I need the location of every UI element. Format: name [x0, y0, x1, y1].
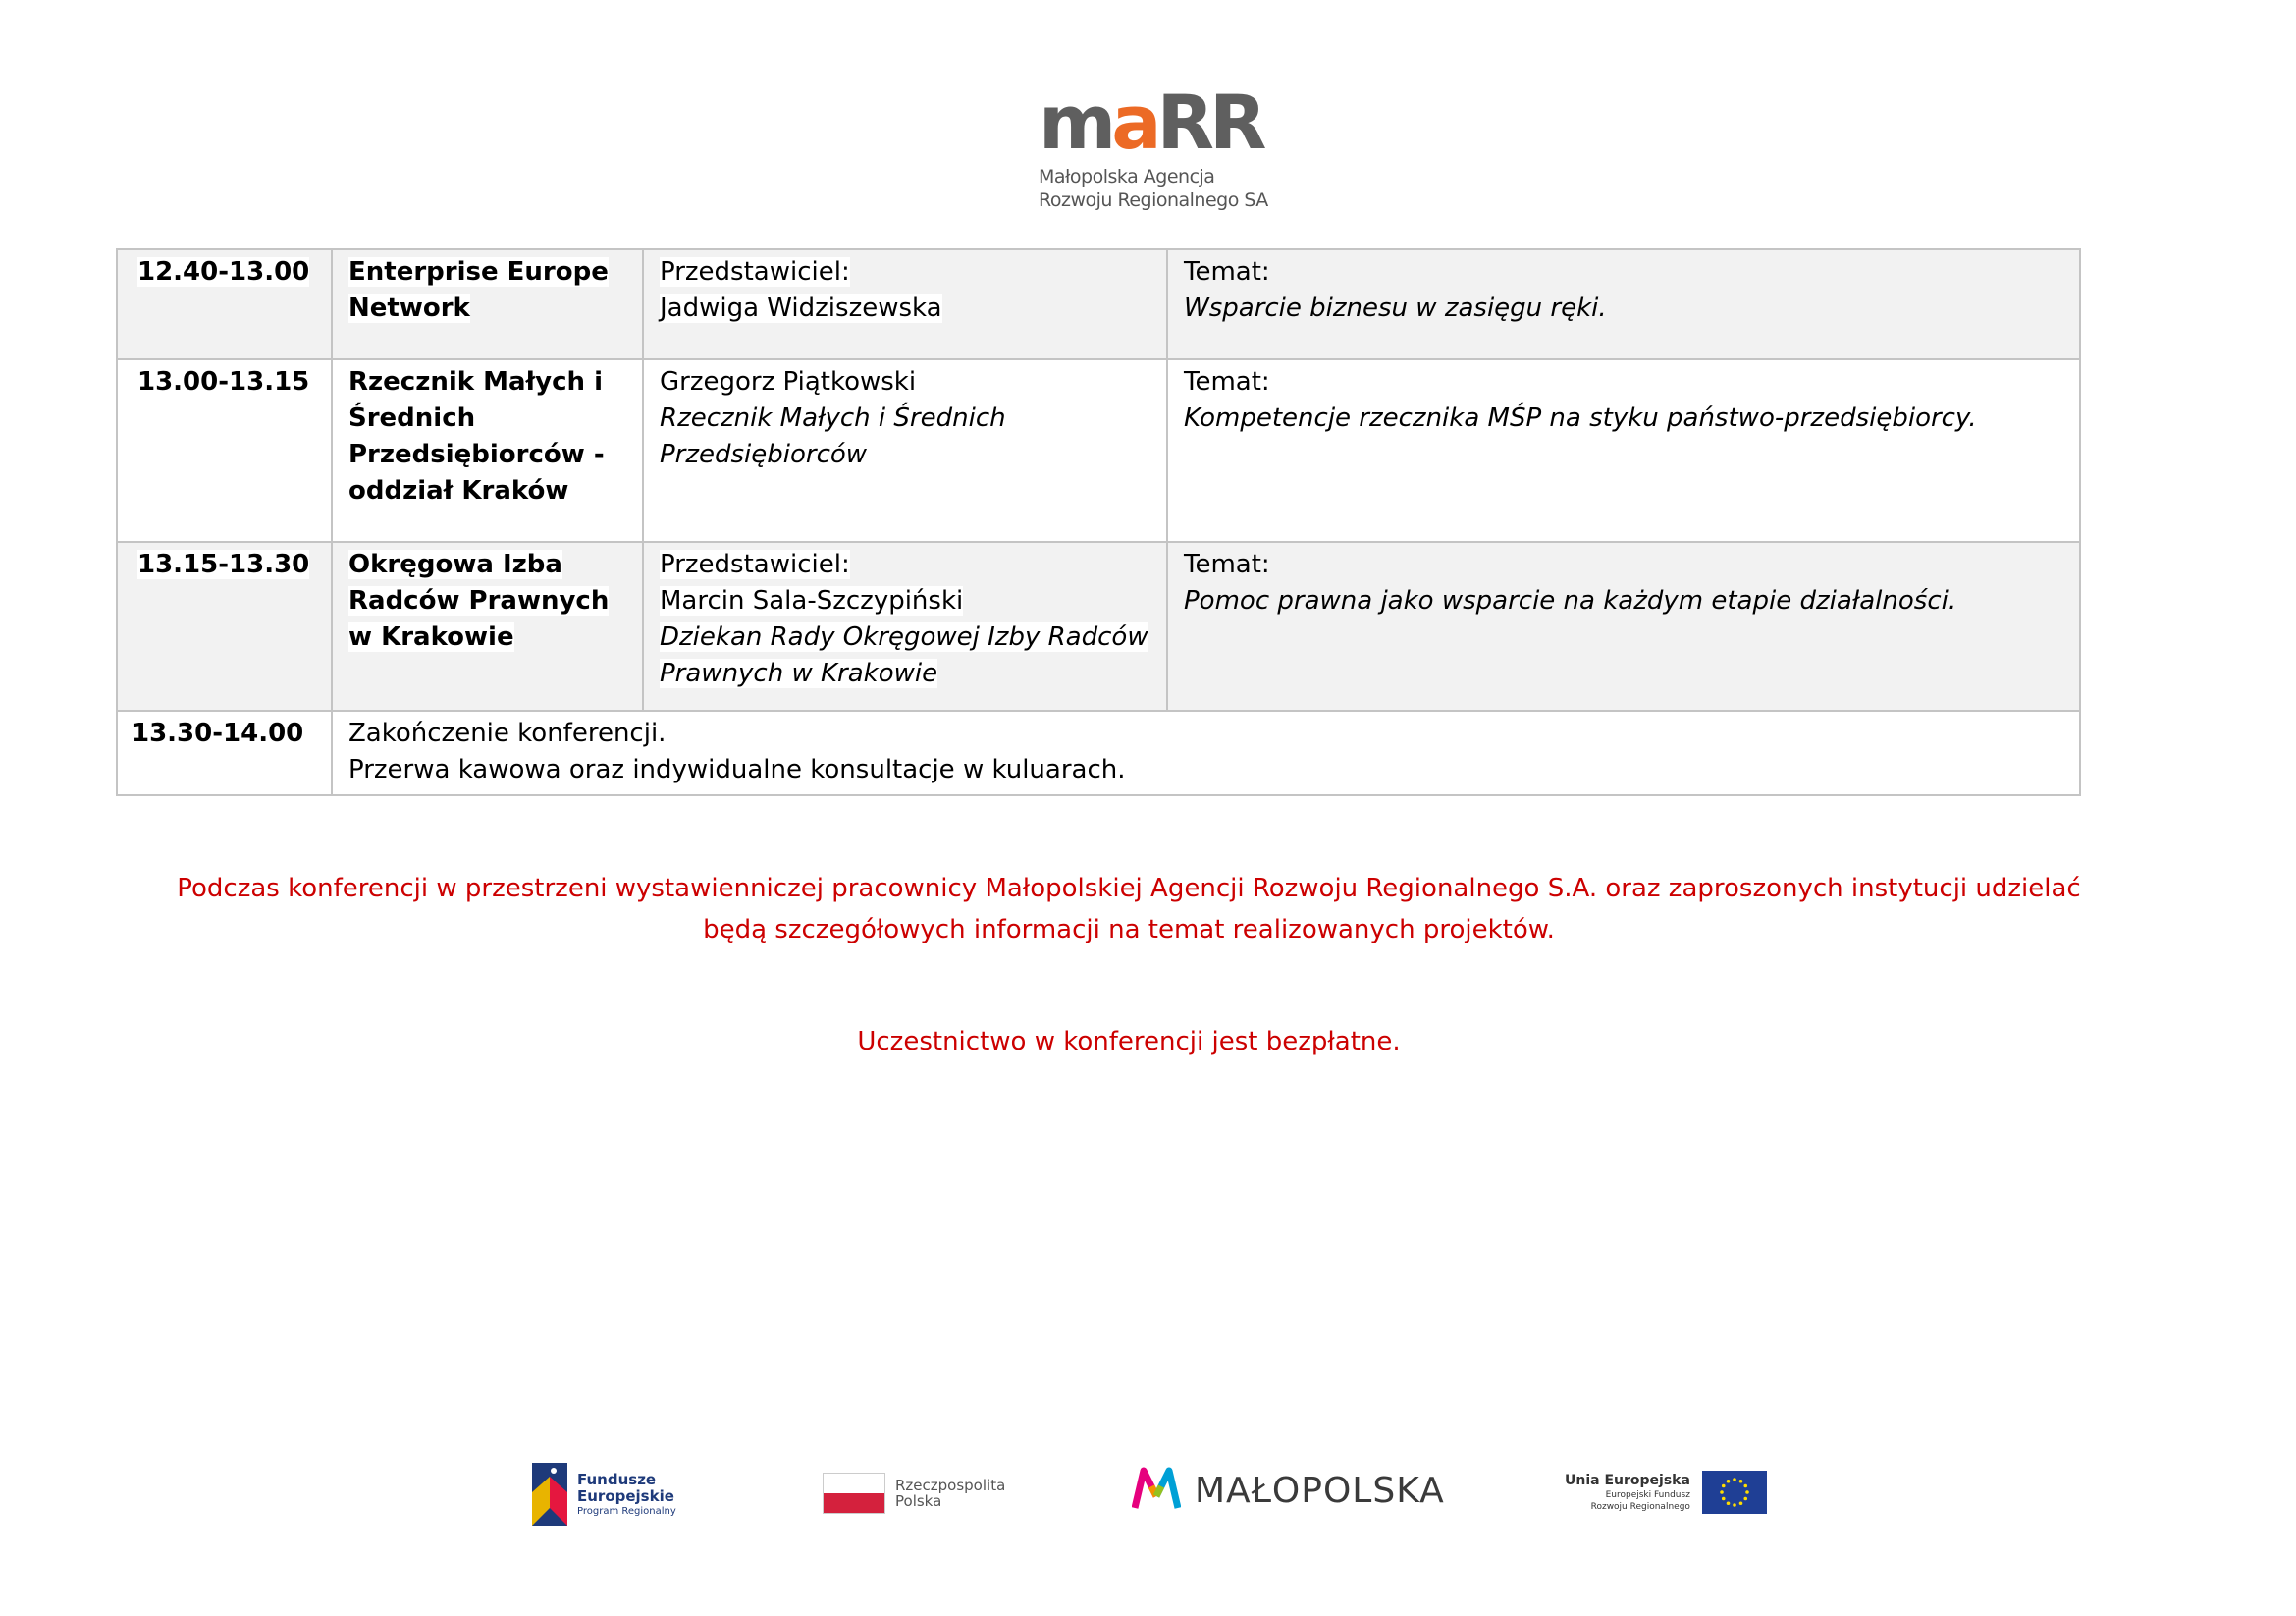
- unia-europejska-text: [1565, 1473, 1690, 1513]
- polish-flag-icon: [823, 1473, 885, 1514]
- eu-star: [1733, 1478, 1736, 1481]
- topic-text: Pomoc prawna jako wsparcie na każdym etapie działalności.: [1184, 586, 1957, 616]
- agenda-row: [117, 542, 2080, 711]
- rzeczpospolita-text: [895, 1478, 1005, 1509]
- agenda-time: [117, 711, 332, 795]
- org-text: Okręgowa Izba Radców Prawnych w Krakowie: [348, 550, 610, 652]
- ue-line3: Rozwoju Regionalnego: [1590, 1501, 1690, 1512]
- agenda-org: [332, 542, 643, 711]
- eu-flag-icon: [1702, 1471, 1767, 1514]
- eu-star: [1745, 1490, 1749, 1494]
- unia-europejska-logo: [1565, 1471, 1767, 1514]
- speaker-name: Grzegorz Piątkowski: [660, 367, 917, 397]
- agenda-table: [116, 248, 2081, 796]
- agenda-time: [117, 359, 332, 542]
- eu-star: [1722, 1497, 1726, 1501]
- malopolska-text: MAŁOPOLSKA: [1195, 1470, 1445, 1511]
- ue-line2: Europejski Fundusz: [1605, 1489, 1690, 1500]
- fundusze-europejskie-logo: [532, 1463, 676, 1526]
- fe-line1: Fundusze: [577, 1470, 657, 1488]
- marr-logo-subtitle: [1039, 165, 1274, 212]
- fe-line3: Program Regionalny: [577, 1505, 676, 1517]
- malopolska-m-icon: [1132, 1467, 1181, 1514]
- org-text: Enterprise Europe Network: [348, 257, 609, 323]
- agenda-row: [117, 249, 2080, 359]
- time-text: 12.40-13.00: [137, 257, 310, 287]
- topic-label: Temat:: [1184, 257, 1270, 287]
- rp-line2: Polska: [895, 1492, 942, 1510]
- agenda-row: [117, 359, 2080, 542]
- agenda-topic: [1167, 542, 2080, 711]
- eu-star: [1720, 1490, 1724, 1494]
- closing-line1: Zakończenie konferencji.: [348, 719, 667, 748]
- agenda-speaker: [643, 542, 1167, 711]
- agenda-time: [117, 542, 332, 711]
- agenda-org: [332, 359, 643, 542]
- agenda-speaker: [643, 359, 1167, 542]
- exhibition-note: Podczas konferencji w przestrzeni wystawienniczej pracownicy Małopolskiej Agencji Rozwoju Regionalnego S.A. oraz zaproszonych instytucji udzielać będą szczegółowych informacji na temat realizowanych projektów.: [177, 874, 2081, 944]
- eu-star: [1739, 1501, 1743, 1505]
- logo-letter-m: m: [1039, 79, 1112, 166]
- agenda-speaker: [643, 249, 1167, 359]
- logo-subtitle-line2: Rozwoju Regionalnego SA: [1039, 189, 1268, 211]
- ue-line1: Unia Europejska: [1565, 1472, 1690, 1488]
- agenda-row: [117, 711, 2080, 795]
- eu-star: [1743, 1497, 1747, 1501]
- agenda-org: [332, 249, 643, 359]
- speaker-name: Jadwiga Widziszewska: [660, 294, 942, 323]
- fundusze-europejskie-text: [577, 1472, 676, 1518]
- time-text: 13.30-14.00: [132, 719, 304, 748]
- time-text: 13.15-13.30: [137, 550, 310, 579]
- rp-line1: Rzeczpospolita: [895, 1477, 1006, 1494]
- topic-text: Kompetencje rzecznika MŚP na styku państwo-przedsiębiorcy.: [1184, 404, 1977, 433]
- free-entry-note: Uczestnictwo w konferencji jest bezpłatne.: [857, 1027, 1401, 1056]
- fundusze-europejskie-icon: [532, 1463, 567, 1526]
- speaker-role: Rzecznik Małych i Średnich Przedsiębiorców: [660, 404, 1006, 469]
- time-text: 13.00-13.15: [137, 367, 310, 397]
- agenda-time: [117, 249, 332, 359]
- eu-star: [1727, 1501, 1731, 1505]
- logo-subtitle-line1: Małopolska Agencja: [1039, 166, 1215, 188]
- agenda-topic: [1167, 249, 2080, 359]
- eu-star: [1722, 1484, 1726, 1488]
- logo-letter-a: a: [1111, 79, 1157, 166]
- marr-logo: [1039, 79, 1274, 212]
- marr-wordmark: [1039, 79, 1274, 166]
- closing-line2: Przerwa kawowa oraz indywidualne konsultacje w kuluarach.: [348, 755, 1126, 784]
- logo-letters-rr: RR: [1156, 79, 1262, 166]
- speaker-name: Marcin Sala-Szczypiński: [660, 586, 964, 616]
- topic-text: Wsparcie biznesu w zasięgu ręki.: [1184, 294, 1607, 323]
- eu-star: [1743, 1484, 1747, 1488]
- agenda-closing: [332, 711, 2080, 795]
- speaker-label: Przedstawiciel:: [660, 550, 850, 579]
- eu-star: [1727, 1480, 1731, 1483]
- rzeczpospolita-logo: [823, 1473, 1005, 1514]
- speaker-label: Przedstawiciel:: [660, 257, 850, 287]
- speaker-role: Dziekan Rady Okręgowej Izby Radców Prawnych w Krakowie: [660, 622, 1148, 688]
- org-text: Rzecznik Małych i Średnich Przedsiębiorców - oddział Kraków: [348, 367, 605, 506]
- topic-label: Temat:: [1184, 367, 1270, 397]
- eu-star: [1733, 1503, 1736, 1507]
- malopolska-logo: [1132, 1467, 1445, 1514]
- topic-label: Temat:: [1184, 550, 1270, 579]
- fe-line2: Europejskie: [577, 1486, 674, 1505]
- eu-star: [1739, 1480, 1743, 1483]
- agenda-topic: [1167, 359, 2080, 542]
